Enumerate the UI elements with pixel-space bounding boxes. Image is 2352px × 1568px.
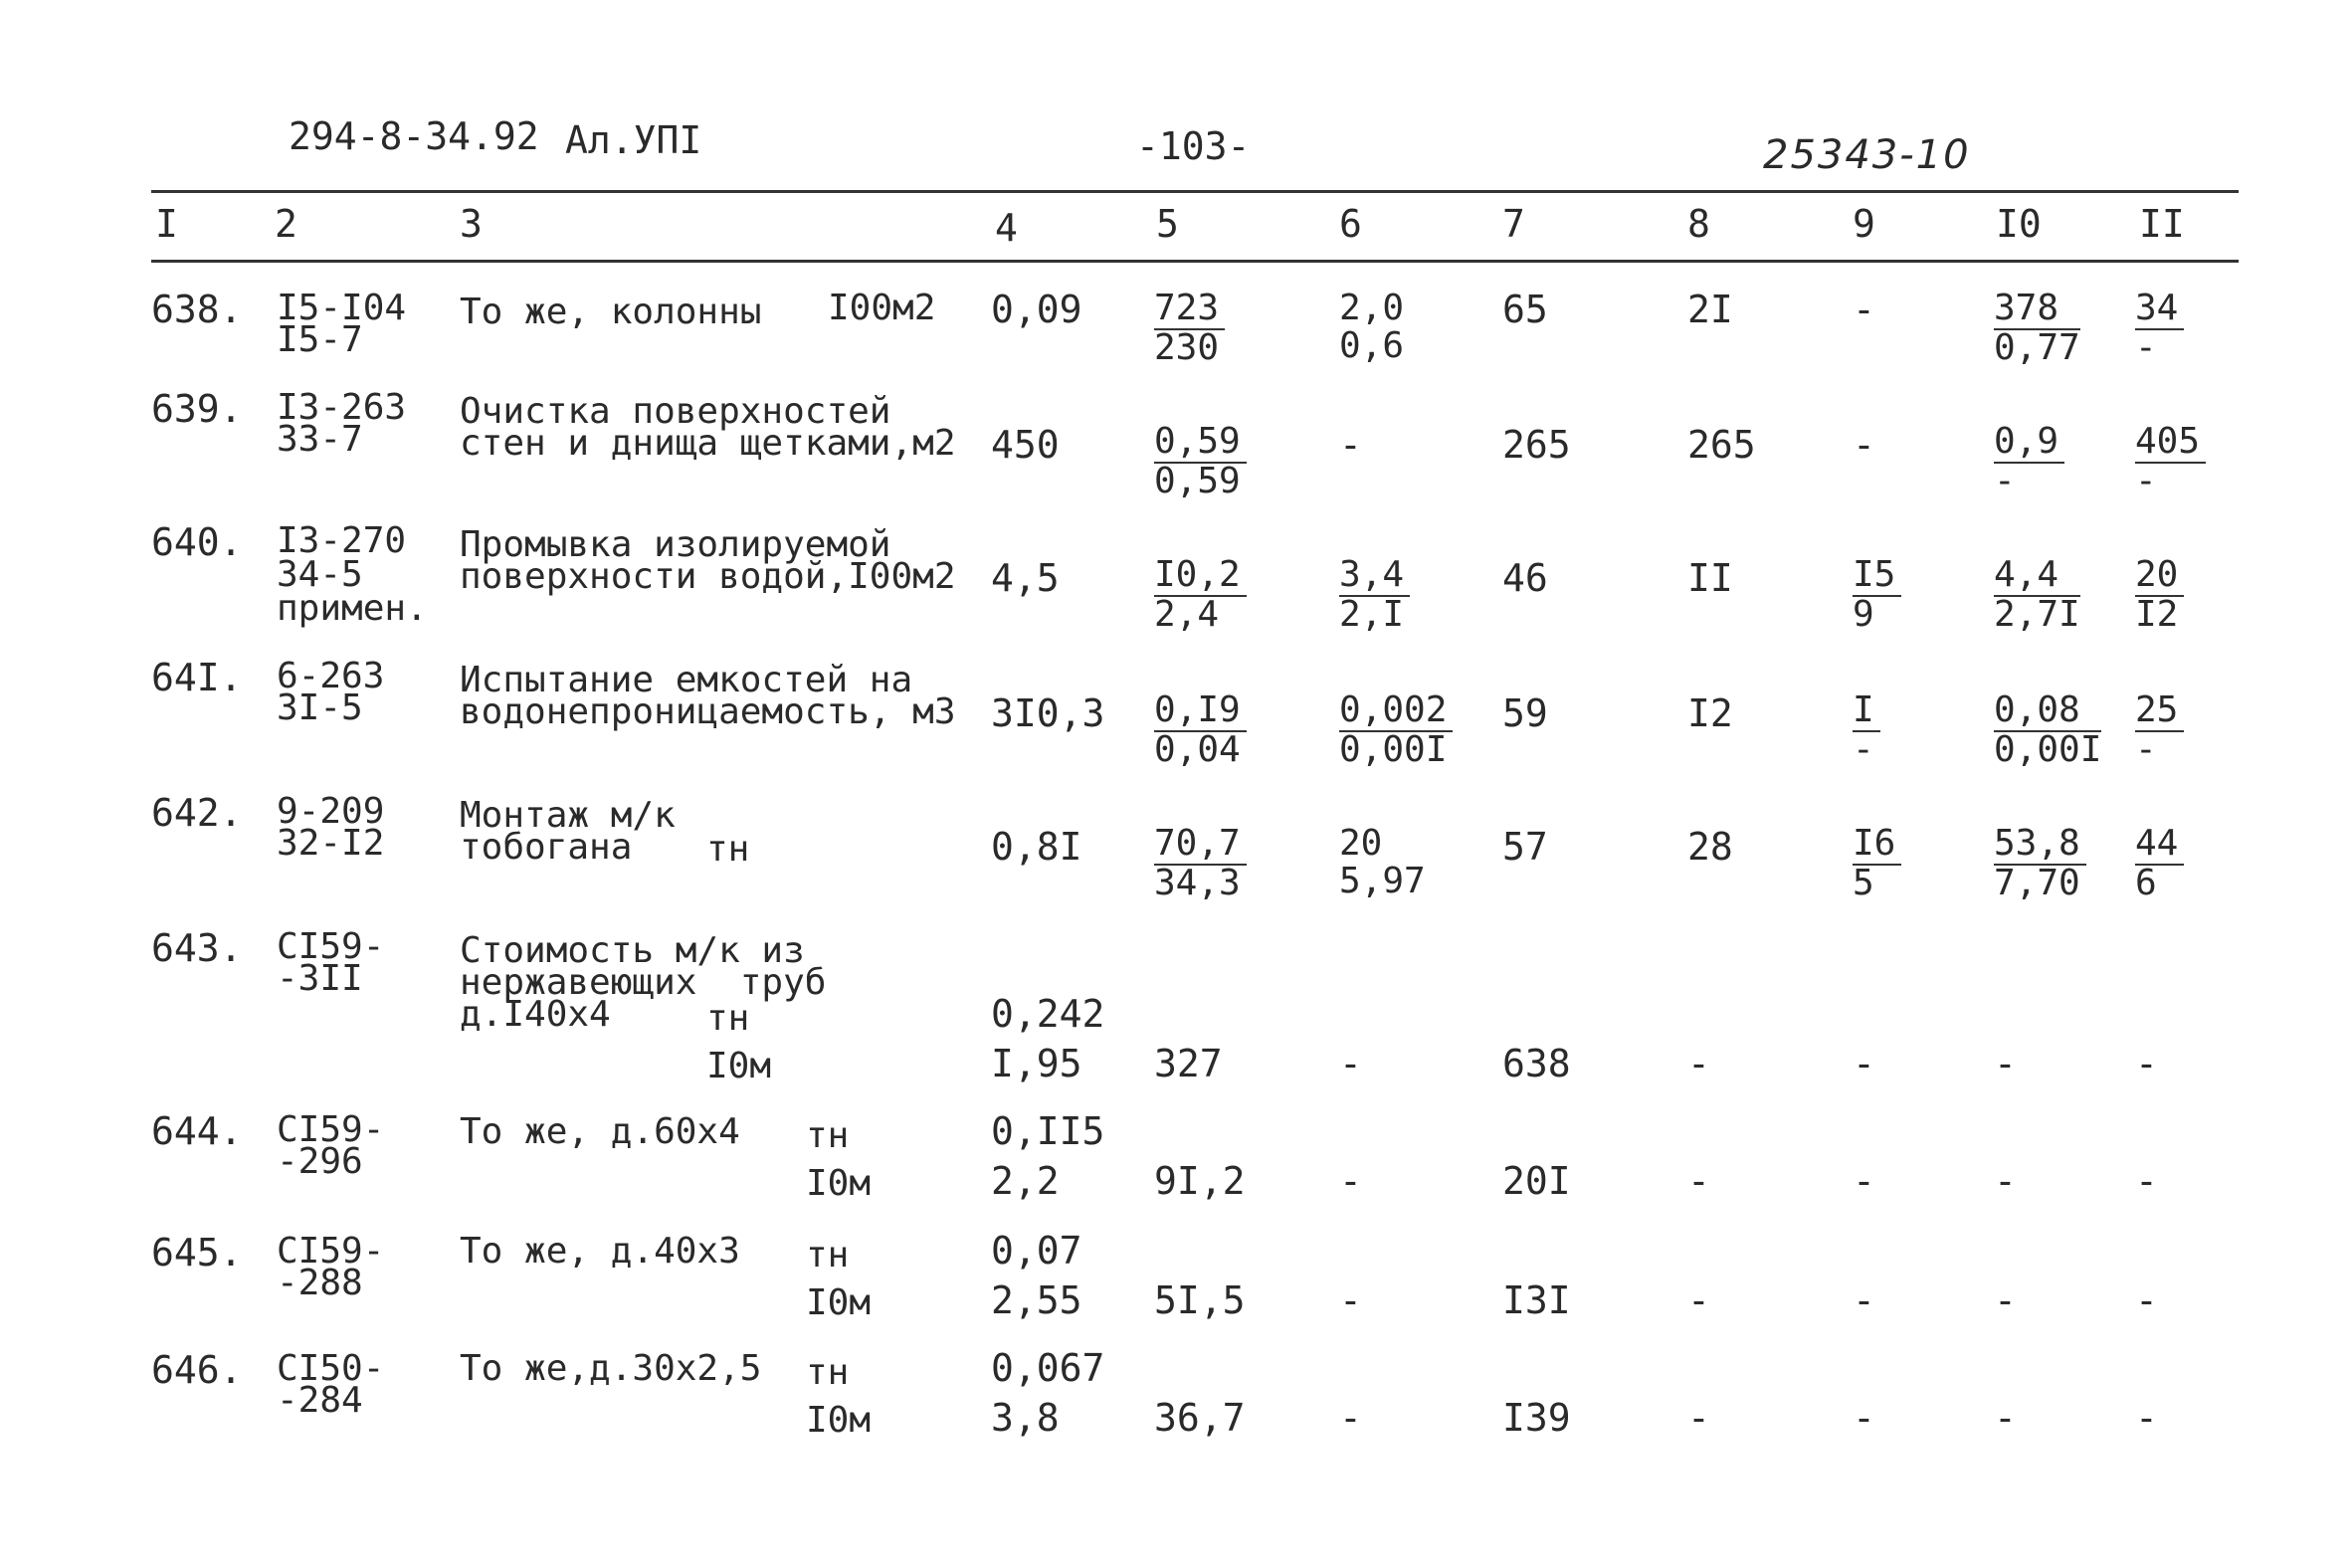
norm-code: CI59- — [277, 1109, 385, 1150]
column-header: 7 — [1502, 202, 1525, 246]
unit: I0м — [806, 1163, 872, 1204]
value-cell: - — [1687, 1042, 1710, 1085]
value-fraction: $\frac{0,59}{0,59}$ — [1154, 424, 1247, 499]
column-header: 2 — [275, 202, 297, 246]
unit: тн — [806, 1352, 850, 1393]
value-cell: 20I — [1502, 1159, 1571, 1203]
column-header: I0 — [1996, 202, 2042, 246]
norm-code: I5-7 — [277, 319, 363, 360]
column-header: 3 — [460, 202, 483, 246]
value-fraction: $\frac{723}{230}$ — [1154, 291, 1225, 366]
quantity: 0,067 — [991, 1346, 1105, 1390]
quantity: 2,2 — [991, 1159, 1060, 1203]
value-fraction: 25 - — [2135, 692, 2184, 768]
value-fraction: 0,9 - — [1994, 424, 2064, 499]
quantity: 0,II5 — [991, 1109, 1105, 1153]
value-fraction: $\frac{53,8}{7,70}$ — [1994, 826, 2086, 901]
value-fraction: $\frac{378}{0,77}$ — [1994, 288, 2080, 368]
value-cell: - — [1339, 1159, 1362, 1203]
unit: тн — [806, 1235, 850, 1275]
value-fraction: $\frac{I5}{9}$ — [1853, 557, 1901, 633]
norm-code: 34-5 — [277, 554, 363, 595]
unit: I0м — [806, 1400, 872, 1441]
value-cell: I39 — [1502, 1396, 1571, 1440]
value-cell: - — [2135, 1396, 2158, 1440]
value-fraction: $\frac{0,08}{0,00I}$ — [1994, 689, 2102, 770]
value-cell: - — [1687, 1159, 1710, 1203]
quantity: 3,8 — [991, 1396, 1060, 1440]
column-header: 8 — [1687, 202, 1710, 246]
work-description: нержавеющих труб — [460, 962, 827, 1003]
value-cell: 638 — [1502, 1042, 1571, 1085]
value-cell: I3I — [1502, 1278, 1571, 1322]
work-description: поверхности водой,I00м2 — [460, 556, 956, 597]
norm-code: 32-I2 — [277, 823, 385, 864]
quantity: 4,5 — [991, 556, 1060, 600]
value-cell: 265 — [1502, 423, 1571, 467]
value-cell: - — [1994, 1159, 2017, 1203]
quantity: 450 — [991, 423, 1060, 467]
value-fraction: $\frac{0,I9}{0,04}$ — [1154, 692, 1247, 768]
value-cell: - — [2135, 1159, 2158, 1203]
album-label: Ал.УПI — [565, 118, 702, 162]
norm-code: I3-263 — [277, 387, 407, 428]
unit: I00м2 — [828, 288, 936, 328]
quantity: 3I0,3 — [991, 691, 1105, 735]
work-description: То же, д.40х3 — [460, 1231, 740, 1272]
value-cell: I2 — [1687, 691, 1733, 735]
norm-code: 9-209 — [277, 791, 385, 832]
quantity: 2,55 — [991, 1278, 1082, 1322]
value-cell: - — [1853, 1042, 1875, 1085]
work-description: То же, колонны — [460, 292, 762, 332]
value-cell: - — [1994, 1278, 2017, 1322]
work-description: водонепроницаемость, м3 — [460, 691, 956, 732]
value-cell: - — [1339, 1396, 1362, 1440]
value-cell: - — [1994, 1042, 2017, 1085]
column-header: I — [155, 202, 178, 246]
column-header: 9 — [1853, 202, 1875, 246]
column-header: 5 — [1156, 202, 1179, 246]
value-cell: - — [2135, 1278, 2158, 1322]
value-fraction: 20 5,97 — [1339, 823, 1426, 901]
row-number: 639. — [151, 387, 243, 431]
value-cell: - — [1853, 288, 1875, 331]
row-number: 646. — [151, 1348, 243, 1392]
table-header-rule — [151, 260, 2239, 263]
value-cell: 57 — [1502, 825, 1548, 869]
value-fraction: 2,0 0,6 — [1339, 288, 1405, 366]
value-cell: 9I,2 — [1154, 1159, 1246, 1203]
handwritten-number: 25343-10 — [1763, 132, 1971, 178]
value-fraction: $\frac{4,4}{2,7I}$ — [1994, 554, 2080, 635]
column-header: 6 — [1339, 202, 1362, 246]
norm-code: примен. — [277, 588, 428, 629]
norm-code: -288 — [277, 1263, 363, 1303]
quantity: 0,242 — [991, 992, 1105, 1036]
value-cell: - — [1687, 1396, 1710, 1440]
column-header: 4 — [995, 206, 1018, 250]
work-description: Стоимость м/к из — [460, 930, 805, 971]
page-number: -103- — [1136, 124, 1251, 168]
norm-code: -3II — [277, 958, 363, 999]
column-header: II — [2139, 202, 2185, 246]
norm-code: CI59- — [277, 1231, 385, 1272]
norm-code: 3I-5 — [277, 687, 363, 728]
value-cell: 265 — [1687, 423, 1756, 467]
quantity: 0,07 — [991, 1229, 1082, 1273]
value-fraction: $\frac{0,002}{0,00I}$ — [1339, 692, 1453, 768]
norm-code: 6-263 — [277, 656, 385, 696]
quantity: 0,09 — [991, 288, 1082, 331]
document-code: 294-8-34.92 — [289, 114, 539, 158]
work-description: Очистка поверхностей — [460, 391, 891, 432]
value-cell: 46 — [1502, 556, 1548, 600]
norm-code: 33-7 — [277, 419, 363, 460]
row-number: 640. — [151, 520, 243, 564]
unit: тн — [706, 998, 750, 1039]
work-description: Промывка изолируемой — [460, 524, 891, 565]
value-fraction: 405 - — [2135, 424, 2206, 499]
value-fraction: $\frac{I6}{5}$ — [1853, 826, 1901, 901]
row-number: 645. — [151, 1231, 243, 1274]
work-description: Монтаж м/к — [460, 795, 676, 836]
value-fraction: $\frac{3,4}{2,I}$ — [1339, 557, 1410, 633]
work-description: тобогана — [460, 827, 633, 868]
row-number: 642. — [151, 791, 243, 835]
norm-code: I5-I04 — [277, 288, 407, 328]
value-cell: 5I,5 — [1154, 1278, 1246, 1322]
value-cell: - — [1339, 1042, 1362, 1085]
table-top-rule — [151, 190, 2239, 193]
value-cell: 65 — [1502, 288, 1548, 331]
work-description: стен и днища щетками,м2 — [460, 423, 956, 464]
value-cell: - — [1853, 423, 1875, 467]
quantity: 0,8I — [991, 825, 1082, 869]
norm-code: I3-270 — [277, 520, 407, 561]
value-fraction: $\frac{70,7}{34,3}$ — [1154, 826, 1247, 901]
value-cell: - — [1994, 1396, 2017, 1440]
value-cell: - — [1339, 1278, 1362, 1322]
value-cell: 36,7 — [1154, 1396, 1246, 1440]
value-fraction: $\frac{20}{I2}$ — [2135, 557, 2184, 633]
value-cell: 59 — [1502, 691, 1548, 735]
work-description: То же, д.60х4 — [460, 1111, 740, 1152]
value-fraction: $\frac{I0,2}{2,4}$ — [1154, 557, 1247, 633]
value-fraction: $\frac{44}{6}$ — [2135, 826, 2184, 901]
norm-code: -284 — [277, 1380, 363, 1421]
unit: тн — [706, 829, 750, 870]
value-cell: 28 — [1687, 825, 1733, 869]
value-cell: - — [1687, 1278, 1710, 1322]
value-fraction: I - — [1853, 692, 1880, 768]
unit: тн — [806, 1115, 850, 1156]
value-cell: 2I — [1687, 288, 1733, 331]
value-fraction: 34 - — [2135, 291, 2184, 366]
value-cell: - — [1853, 1278, 1875, 1322]
unit: I0м — [706, 1046, 772, 1086]
work-description: д.I40х4 — [460, 994, 611, 1035]
value-cell: - — [2135, 1042, 2158, 1085]
value-cell: - — [1853, 1159, 1875, 1203]
work-description: Испытание емкостей на — [460, 660, 913, 700]
norm-code: CI50- — [277, 1348, 385, 1389]
unit: I0м — [806, 1282, 872, 1323]
norm-code: -296 — [277, 1141, 363, 1182]
row-number: 64I. — [151, 656, 243, 699]
quantity: I,95 — [991, 1042, 1082, 1085]
norm-code: CI59- — [277, 926, 385, 967]
value-cell: - — [1339, 423, 1362, 467]
work-description: То же,д.30х2,5 — [460, 1348, 762, 1389]
row-number: 643. — [151, 926, 243, 970]
value-cell: 327 — [1154, 1042, 1223, 1085]
row-number: 638. — [151, 288, 243, 331]
value-cell: II — [1687, 556, 1733, 600]
value-cell: - — [1853, 1396, 1875, 1440]
row-number: 644. — [151, 1109, 243, 1153]
